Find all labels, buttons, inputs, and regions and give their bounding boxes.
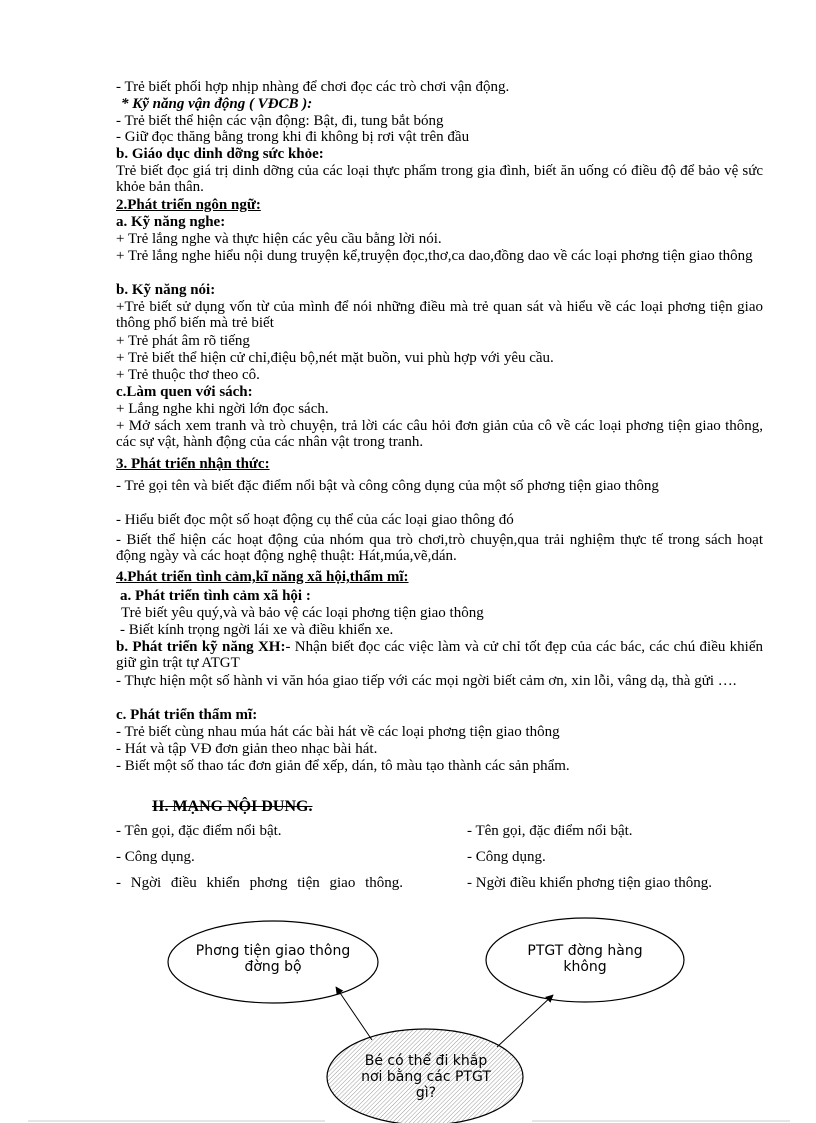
subheading-books: c.Làm quen với sách: bbox=[116, 384, 253, 400]
paragraph: - Trẻ gọi tên và biết đặc điểm nổi bật và công công dụng của một số phơng tiện giao thông bbox=[116, 478, 659, 494]
subheading-aesthetics: c. Phát triển thẩm mĩ: bbox=[116, 707, 258, 723]
paragraph: + Mở sách xem tranh và trò chuyện, trả lời các câu hỏi đơn giản của cô về các loại phơng tiện giao thông, các sự vật, hành động của các nhân vật trong tranh. bbox=[116, 418, 763, 450]
list-item: - Công dụng. bbox=[116, 849, 195, 865]
node-central-question: Bé có thể đi khắp nơi bằng các PTGT gì? bbox=[361, 1053, 491, 1101]
heading-language-development: 2.Phát triển ngôn ngữ: bbox=[116, 197, 261, 213]
text-span: - Nhận biết đọc các việc làm và cử chỉ tốt đẹp của các bác, các chú điều khiển giữ gìn trật tự ATGT bbox=[116, 639, 764, 671]
text-line: - Biết kính trọng ngời lái xe và điều khiển xe. bbox=[120, 622, 394, 638]
text-line: + Lắng nghe khi ngời lớn đọc sách. bbox=[116, 401, 329, 417]
text-line: - Trẻ biết thể hiện các vận động: Bật, đi, tung bắt bóng bbox=[116, 113, 444, 129]
text-line: - Trẻ biết cùng nhau múa hát các bài hát về các loại phơng tiện giao thông bbox=[116, 724, 560, 740]
arrow-to-left bbox=[336, 987, 372, 1040]
paragraph: +Trẻ biết sử dụng vốn từ của mình để nói những điều mà trẻ quan sát và hiểu về các loại phơng tiện giao thông phổ biến mà trẻ biết bbox=[116, 299, 763, 331]
text-line: - Trẻ biết phối hợp nhịp nhàng để chơi đọc các trò chơi vận động. bbox=[116, 79, 510, 95]
list-item: - Tên gọi, đặc điểm nổi bật. bbox=[467, 823, 633, 839]
text-line: + Trẻ phát âm rõ tiếng bbox=[116, 333, 250, 349]
text-line: + Trẻ biết thể hiện cử chỉ,điệu bộ,nét mặt buồn, vui phù hợp với yêu cầu. bbox=[116, 350, 554, 366]
heading-emotional-social: 4.Phát triển tình cảm,kĩ năng xã hội,thẩm mĩ: bbox=[116, 569, 409, 585]
text-line: - Hiểu biết đọc một số hoạt động cụ thể của các loại giao thông đó bbox=[116, 512, 514, 528]
section-title: II. MẠNG NỘI DUNG. bbox=[152, 798, 313, 815]
text-line: + Trẻ thuộc thơ theo cô. bbox=[116, 367, 260, 383]
subheading-listening: a. Kỹ năng nghe: bbox=[116, 214, 226, 230]
paragraph: - Biết thể hiện các hoạt động của nhóm qua trò chơi,trò chuyện,qua trải nghiệm thực tế trong sách hoạt động ngày và các hoạt động nghệ thuật: Hát,múa,vẽ,dán. bbox=[116, 532, 763, 564]
arrow-to-right bbox=[497, 995, 553, 1047]
subheading-nutrition: b. Giáo dục dinh dỡng sức khỏe: bbox=[116, 146, 324, 162]
subheading-speaking: b. Kỹ năng nói: bbox=[116, 282, 216, 298]
subheading-social-skills: b. Phát triển kỹ năng XH: bbox=[116, 639, 286, 655]
text-line: + Trẻ lắng nghe và thực hiện các yêu cầu bằng lời nói. bbox=[116, 231, 442, 247]
text-line: - Hát và tập VĐ đơn giản theo nhạc bài hát. bbox=[116, 741, 378, 757]
list-item: - Ngời điều khiển phơng tiện giao thông. bbox=[116, 875, 403, 891]
list-item: - Ngời điều khiển phơng tiện giao thông. bbox=[467, 875, 712, 891]
list-item: - Công dụng. bbox=[467, 849, 546, 865]
text-line: Trẻ biết yêu quý,và và bảo vệ các loại phơng tiện giao thông bbox=[121, 605, 484, 621]
node-air-transport: PTGT đờng hàng không bbox=[527, 943, 643, 975]
list-item: - Tên gọi, đặc điểm nổi bật. bbox=[116, 823, 282, 839]
node-road-transport: Phơng tiện giao thông đờng bộ bbox=[195, 943, 351, 975]
paragraph: Trẻ biết đọc giá trị dinh dỡng của các loại thực phẩm trong gia đình, biết ăn uống có điều độ để bảo vệ sức khỏe bản thân. bbox=[116, 163, 763, 195]
paragraph: + Trẻ lắng nghe hiểu nội dung truyện kể,truyện đọc,thơ,ca dao,đồng dao về các loại phơng tiện giao thông bbox=[116, 248, 753, 264]
subheading-motor-skills: * Kỹ năng vận động ( VĐCB ): bbox=[121, 96, 313, 112]
text-line: - Giữ đọc thăng bằng trong khi đi không bị rơi vật trên đầu bbox=[116, 129, 470, 145]
paragraph: - Thực hiện một số hành vi văn hóa giao tiếp với các mọi ngời biết cảm ơn, xin lỗi, vâng dạ, thà gửi …. bbox=[116, 673, 737, 689]
subheading-social-emotion: a. Phát triển tình cảm xã hội : bbox=[120, 588, 311, 604]
heading-cognitive-development: 3. Phát triển nhận thức: bbox=[116, 456, 270, 472]
text-line: - Biết một số thao tác đơn giản để xếp, dán, tô màu tạo thành các sản phẩm. bbox=[116, 758, 570, 774]
